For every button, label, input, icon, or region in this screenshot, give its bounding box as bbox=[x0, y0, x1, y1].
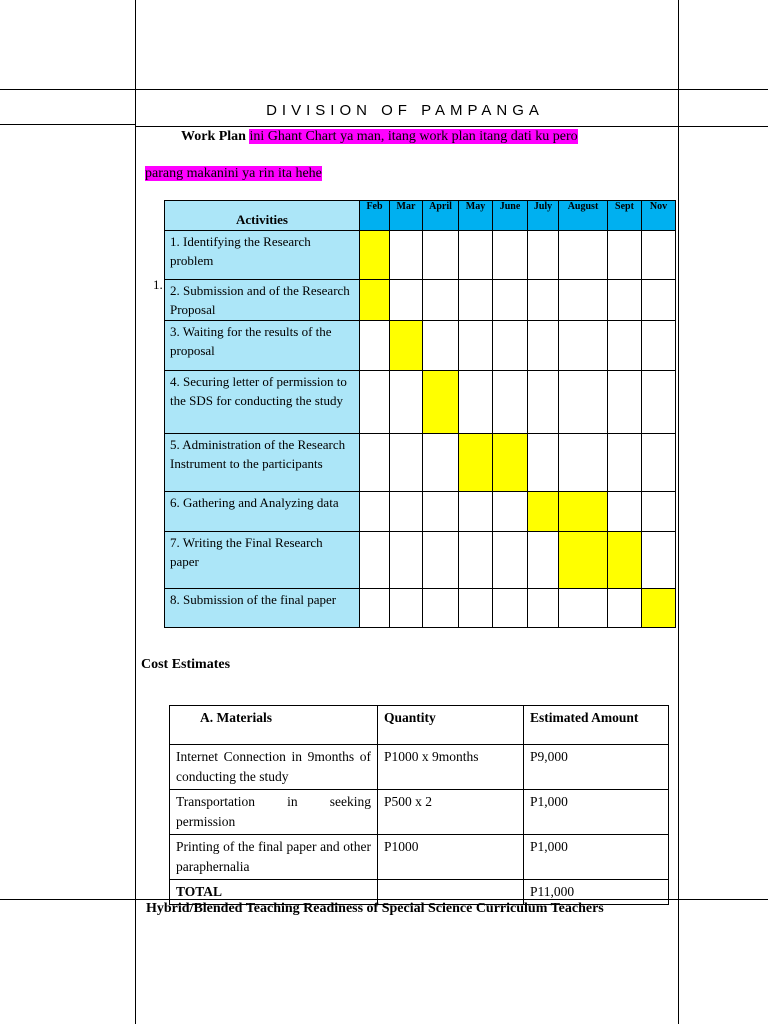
cost-estimates-heading: Cost Estimates bbox=[141, 657, 231, 672]
gantt-cell bbox=[608, 589, 642, 628]
gantt-cell bbox=[559, 434, 608, 492]
cost-row bbox=[170, 835, 669, 880]
work-plan-label: Work Plan bbox=[181, 129, 246, 144]
month-header: May bbox=[459, 201, 493, 231]
month-header: April bbox=[423, 201, 459, 231]
gantt-cell bbox=[423, 321, 459, 371]
header-bottom-line bbox=[135, 126, 768, 127]
gantt-cell bbox=[459, 231, 493, 280]
activity-label: 1. Identifying the Research problem bbox=[165, 231, 360, 280]
list-number: 1. bbox=[153, 277, 163, 292]
gantt-cell bbox=[423, 280, 459, 321]
gantt-cell bbox=[528, 532, 559, 589]
activity-label: 8. Submission of the final paper bbox=[165, 589, 360, 628]
gantt-cell bbox=[459, 371, 493, 434]
month-header: June bbox=[493, 201, 528, 231]
gantt-cell bbox=[390, 589, 423, 628]
header-top-line bbox=[0, 89, 768, 90]
quantity-header: Quantity bbox=[378, 706, 524, 745]
material-cell: Internet Connection in 9months of conducting the study bbox=[170, 745, 378, 790]
amount-cell: P1,000 bbox=[524, 835, 669, 880]
gantt-chart-table bbox=[164, 200, 676, 628]
gantt-cell bbox=[559, 589, 608, 628]
gantt-cell bbox=[493, 321, 528, 371]
gantt-cell-active bbox=[642, 589, 676, 628]
gantt-cell bbox=[642, 492, 676, 532]
month-header: July bbox=[528, 201, 559, 231]
month-header: Sept bbox=[608, 201, 642, 231]
quantity-cell: P1000 bbox=[378, 835, 524, 880]
gantt-cell bbox=[360, 321, 390, 371]
gantt-row bbox=[165, 434, 676, 492]
total-amount: P11,000 bbox=[524, 880, 669, 905]
gantt-cell bbox=[528, 371, 559, 434]
materials-header bbox=[170, 706, 378, 745]
material-cell: Transportation in seeking permission bbox=[170, 790, 378, 835]
gantt-cell bbox=[559, 371, 608, 434]
gantt-cell bbox=[390, 532, 423, 589]
left-margin-line bbox=[135, 0, 136, 1024]
gantt-cell bbox=[390, 434, 423, 492]
gantt-cell bbox=[390, 231, 423, 280]
gantt-cell bbox=[608, 280, 642, 321]
gantt-cell bbox=[608, 231, 642, 280]
activity-label: 2. Submission and of the Research Proposal bbox=[165, 280, 360, 321]
quantity-cell: P1000 x 9months bbox=[378, 745, 524, 790]
amount-cell: P9,000 bbox=[524, 745, 669, 790]
gantt-cell bbox=[493, 492, 528, 532]
gantt-cell bbox=[493, 532, 528, 589]
gantt-cell bbox=[608, 434, 642, 492]
right-margin-line bbox=[678, 0, 679, 1024]
gantt-cell bbox=[642, 231, 676, 280]
gantt-cell bbox=[642, 434, 676, 492]
month-header: Nov bbox=[642, 201, 676, 231]
activities-header: Activities bbox=[165, 201, 360, 231]
gantt-row bbox=[165, 371, 676, 434]
gantt-cell-active bbox=[559, 532, 608, 589]
gantt-cell bbox=[528, 589, 559, 628]
gantt-cell bbox=[423, 231, 459, 280]
gantt-cell bbox=[608, 492, 642, 532]
materials-header-label: A. Materials bbox=[200, 710, 272, 725]
gantt-cell-active bbox=[423, 371, 459, 434]
gantt-cell-active bbox=[360, 231, 390, 280]
gantt-row bbox=[165, 589, 676, 628]
gantt-row bbox=[165, 231, 676, 280]
gantt-cell bbox=[559, 231, 608, 280]
gantt-cell bbox=[493, 371, 528, 434]
gantt-cell bbox=[423, 434, 459, 492]
activity-label: 3. Waiting for the results of the proposal bbox=[165, 321, 360, 371]
gantt-cell bbox=[390, 371, 423, 434]
gantt-cell bbox=[528, 231, 559, 280]
gantt-cell bbox=[423, 589, 459, 628]
gantt-row bbox=[165, 280, 676, 321]
gantt-cell bbox=[559, 280, 608, 321]
gantt-cell bbox=[459, 280, 493, 321]
gantt-cell-active bbox=[493, 434, 528, 492]
cost-row bbox=[170, 745, 669, 790]
gantt-cell bbox=[608, 371, 642, 434]
amount-header: Estimated Amount bbox=[524, 706, 669, 745]
gantt-header-row bbox=[165, 201, 676, 231]
header-bottom-line-left bbox=[0, 124, 135, 125]
gantt-cell bbox=[459, 492, 493, 532]
gantt-cell bbox=[360, 371, 390, 434]
cost-row bbox=[170, 790, 669, 835]
gantt-cell bbox=[360, 532, 390, 589]
amount-cell: P1,000 bbox=[524, 790, 669, 835]
activity-label: 7. Writing the Final Research paper bbox=[165, 532, 360, 589]
gantt-cell bbox=[360, 589, 390, 628]
activity-label: 6. Gathering and Analyzing data bbox=[165, 492, 360, 532]
gantt-cell bbox=[459, 589, 493, 628]
month-header: Feb bbox=[360, 201, 390, 231]
highlighted-note-line1: ini Ghant Chart ya man, itang work plan itang dati ku pero bbox=[249, 129, 578, 144]
month-header: Mar bbox=[390, 201, 423, 231]
gantt-cell bbox=[642, 532, 676, 589]
work-plan-note-line2 bbox=[145, 166, 322, 182]
gantt-cell-active bbox=[608, 532, 642, 589]
total-label: TOTAL bbox=[170, 880, 378, 905]
gantt-cell bbox=[390, 280, 423, 321]
page-header-title: DIVISION OF PAMPANGA bbox=[266, 102, 544, 119]
material-cell: Printing of the final paper and other paraphernalia bbox=[170, 835, 378, 880]
gantt-cell bbox=[528, 434, 559, 492]
gantt-cell bbox=[608, 321, 642, 371]
gantt-cell bbox=[360, 434, 390, 492]
cost-header-row bbox=[170, 706, 669, 745]
gantt-cell bbox=[459, 321, 493, 371]
month-header: August bbox=[559, 201, 608, 231]
gantt-cell bbox=[390, 492, 423, 532]
activity-label: 5. Administration of the Research Instrument to the participants bbox=[165, 434, 360, 492]
gantt-cell bbox=[493, 231, 528, 280]
highlighted-note-line2: parang makanini ya rin ita hehe bbox=[145, 166, 322, 181]
gantt-cell-active bbox=[559, 492, 608, 532]
running-footer-title: Hybrid/Blended Teaching Readiness of Special Science Curriculum Teachers bbox=[146, 901, 604, 916]
gantt-cell-active bbox=[459, 434, 493, 492]
work-plan-intro bbox=[181, 129, 578, 145]
gantt-cell bbox=[559, 321, 608, 371]
gantt-cell bbox=[493, 280, 528, 321]
gantt-cell-active bbox=[528, 492, 559, 532]
gantt-cell bbox=[642, 280, 676, 321]
quantity-cell: P500 x 2 bbox=[378, 790, 524, 835]
gantt-cell-active bbox=[390, 321, 423, 371]
gantt-cell bbox=[528, 280, 559, 321]
gantt-row bbox=[165, 532, 676, 589]
gantt-cell bbox=[360, 492, 390, 532]
activity-label: 4. Securing letter of permission to the SDS for conducting the study bbox=[165, 371, 360, 434]
gantt-row bbox=[165, 492, 676, 532]
gantt-row bbox=[165, 321, 676, 371]
gantt-cell bbox=[493, 589, 528, 628]
gantt-cell bbox=[642, 371, 676, 434]
gantt-cell bbox=[528, 321, 559, 371]
gantt-cell-active bbox=[360, 280, 390, 321]
gantt-cell bbox=[423, 532, 459, 589]
gantt-cell bbox=[642, 321, 676, 371]
gantt-cell bbox=[423, 492, 459, 532]
cost-estimates-table bbox=[169, 705, 669, 905]
gantt-cell bbox=[459, 532, 493, 589]
